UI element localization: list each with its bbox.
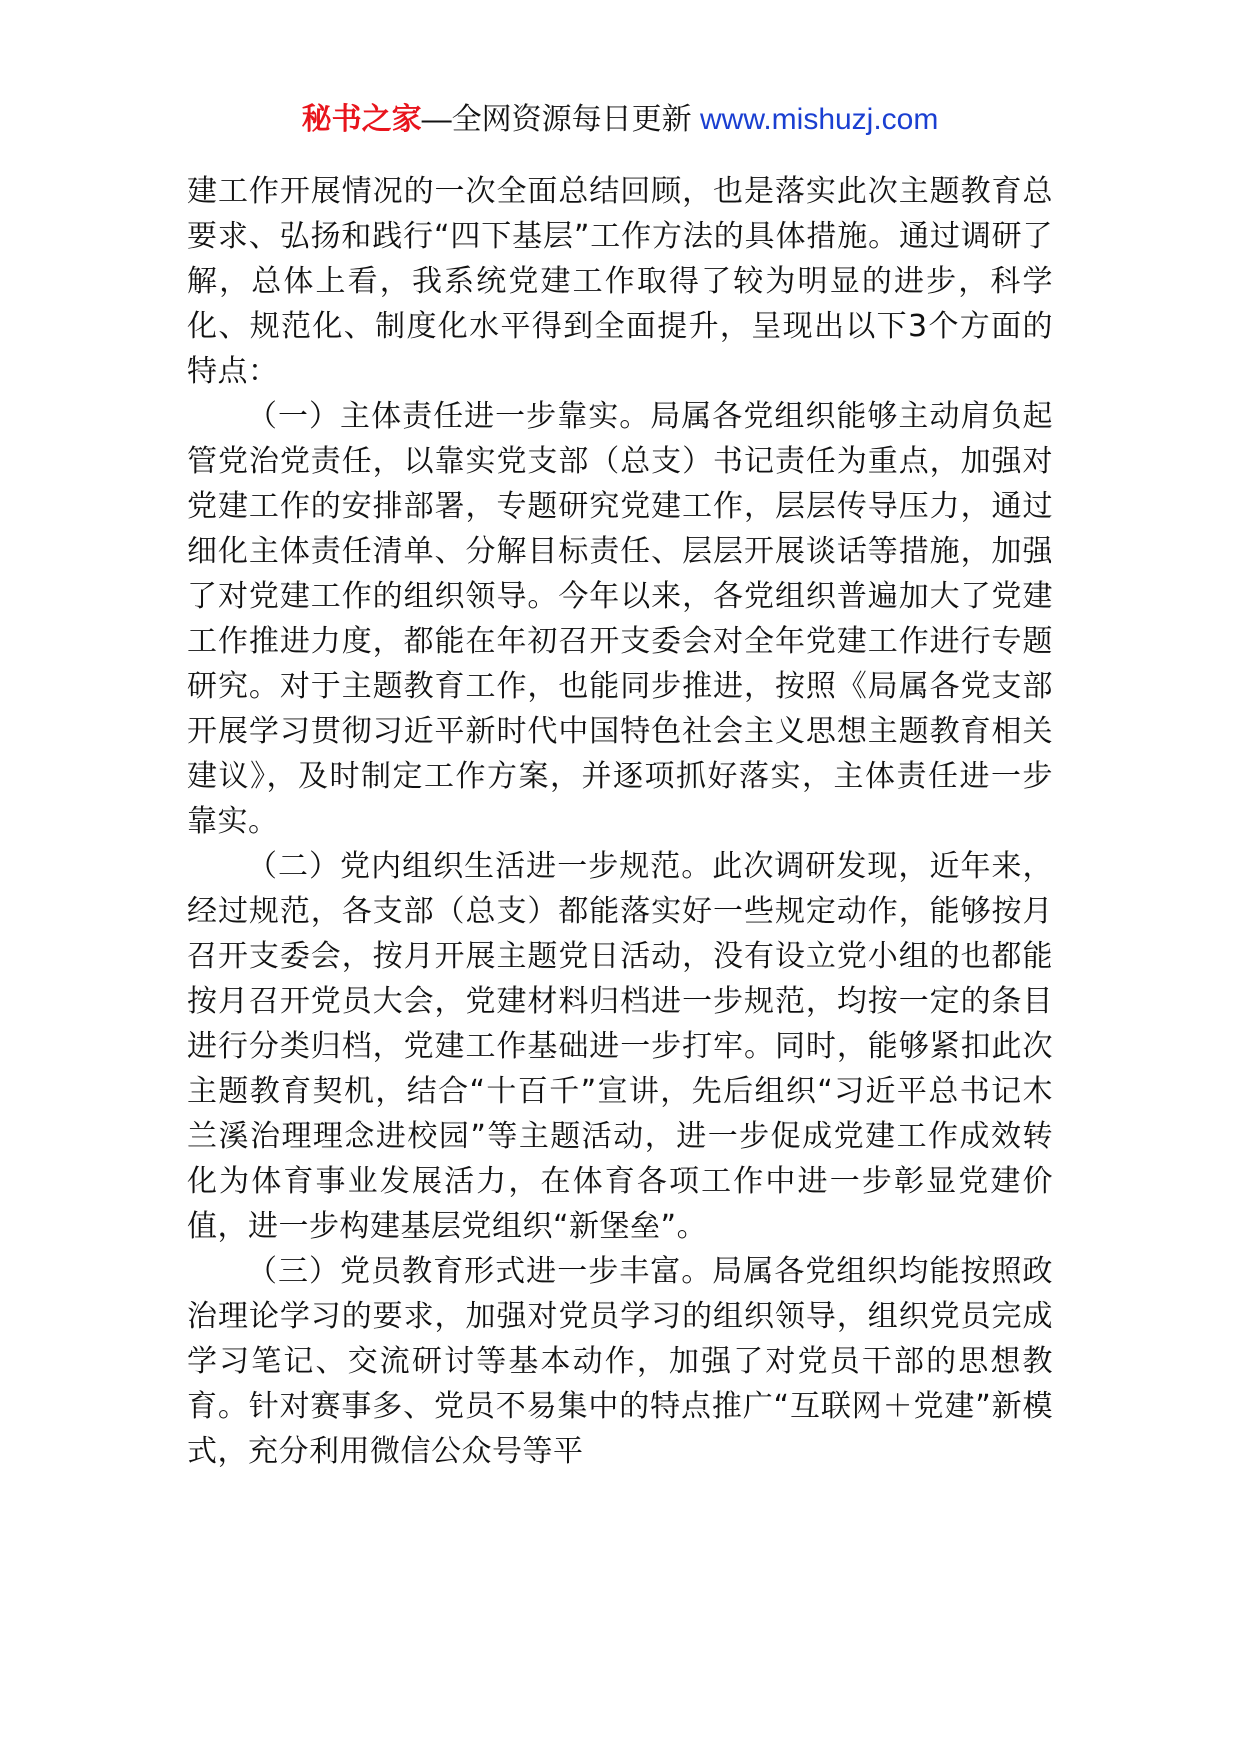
- paragraph-section-2: （二）党内组织生活进一步规范。此次调研发现，近年来，经过规范，各支部（总支）都能落实好一些规定动作，能够按月召开支委会，按月开展主题党日活动，没有设立党小组的也都能按月召开党员大会，党建材料归档进一步规范，均按一定的条目进行分类归档，党建工作基础进一步打牢。同时，能够紧扣此次主题教育契机，结合“十百千”宣讲，先后组织“习近平总书记木兰溪治理理念进校园”等主题活动，进一步促成党建工作成效转化为体育事业发展活力，在体育各项工作中进一步彰显党建价值，进一步构建基层党组织“新堡垒”。: [187, 849, 1053, 1244]
- paragraph-section-1: （一）主体责任进一步靠实。局属各党组织能够主动肩负起管党治党责任，以靠实党支部（总支）书记责任为重点，加强对党建工作的安排部署，专题研究党建工作，层层传导压力，通过细化主体责任清单、分解目标责任、层层开展谈话等措施，加强了对党建工作的组织领导。今年以来，各党组织普遍加大了党建工作推进力度，都能在年初召开支委会对全年党建工作进行专题研究。对于主题教育工作，也能同步推进，按照《局属各党支部开展学习贯彻习近平新时代中国特色社会主义思想主题教育相关建议》，及时制定工作方案，并逐项抓好落实，主体责任进一步靠实。: [187, 399, 1053, 839]
- site-url-link[interactable]: www.mishuzj.com: [699, 103, 939, 136]
- site-tagline: —全网资源每日更新: [421, 103, 700, 136]
- paragraph-section-3: （三）党员教育形式进一步丰富。局属各党组织均能按照政治理论学习的要求，加强对党员学习的组织领导，组织党员完成学习笔记、交流研讨等基本动作，加强了对党员干部的思想教育。针对赛事多、党员不易集中的特点推广“互联网＋党建”新模式，充分利用微信公众号等平: [187, 1254, 1053, 1469]
- site-header: [0, 100, 1240, 140]
- paragraph-intro-continued: 建工作开展情况的一次全面总结回顾，也是落实此次主题教育总要求、弘扬和践行“四下基层”工作方法的具体措施。通过调研了解，总体上看，我系统党建工作取得了较为明显的进步，科学化、规范化、制度化水平得到全面提升，呈现出以下3个方面的特点：: [187, 174, 1053, 389]
- site-brand: 秘书之家: [301, 103, 422, 136]
- document-body: [187, 169, 1053, 1474]
